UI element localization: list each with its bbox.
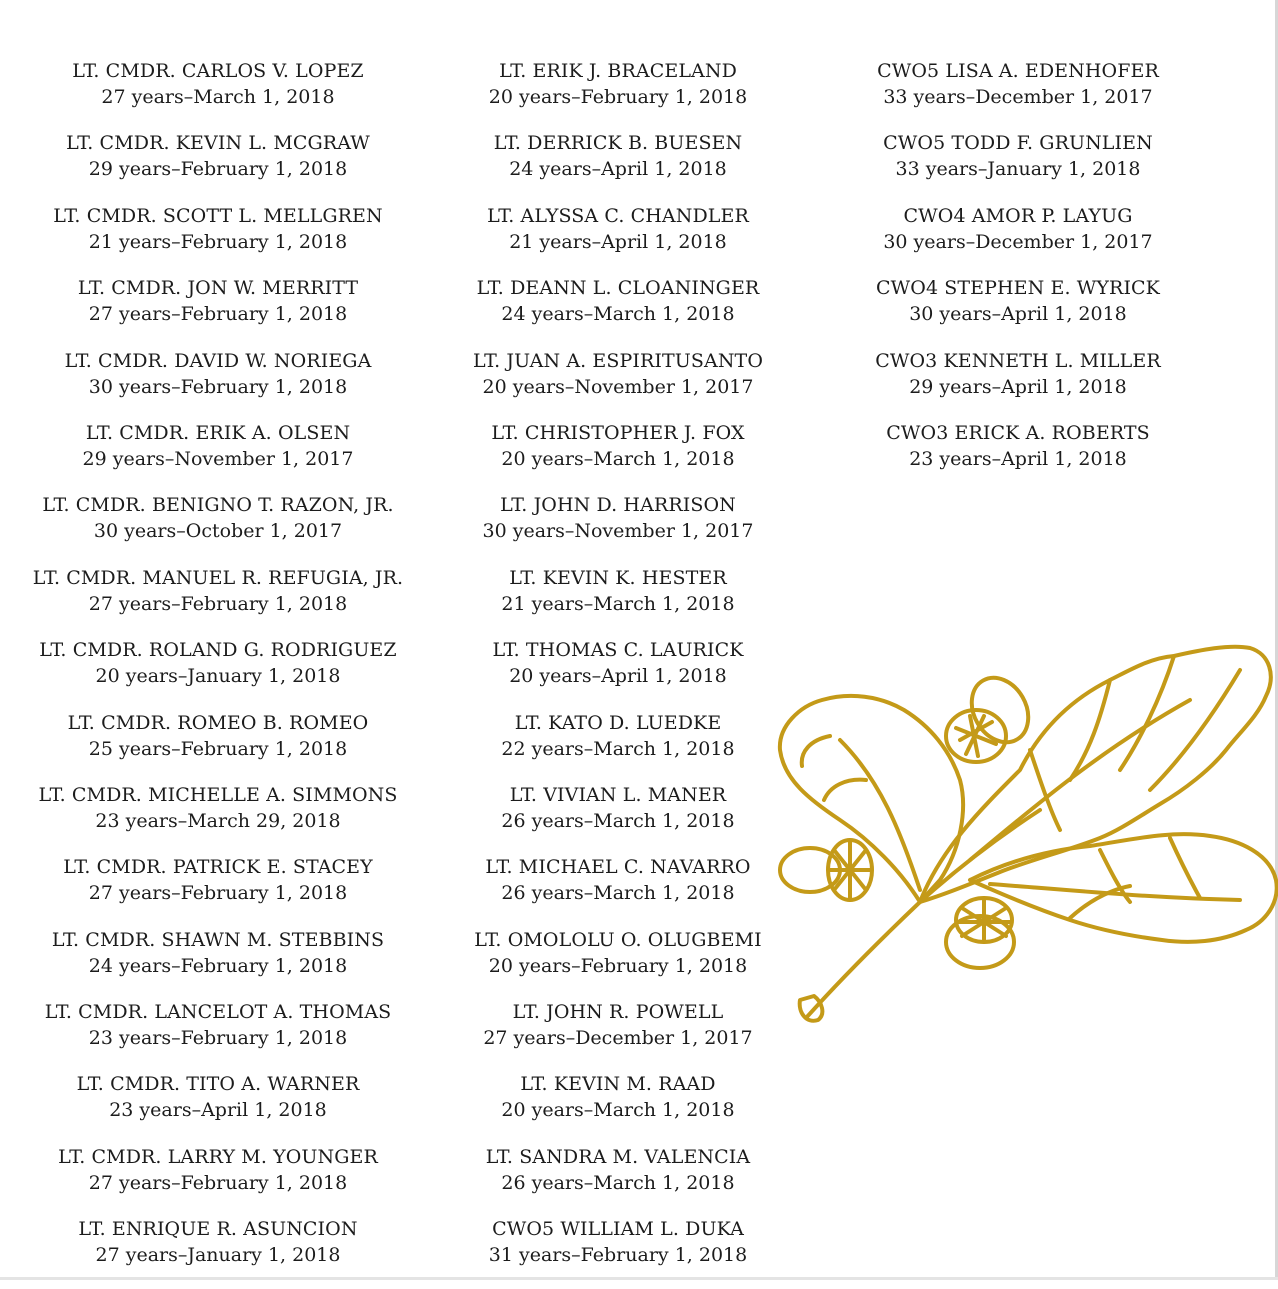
retiree-service: 20 years–February 1, 2018 bbox=[488, 954, 748, 977]
retiree-service: 23 years–February 1, 2018 bbox=[88, 1027, 348, 1050]
retiree-service: 27 years–February 1, 2018 bbox=[88, 303, 348, 326]
retiree-service: 30 years–October 1, 2017 bbox=[93, 520, 343, 543]
retiree-entry bbox=[828, 203, 1208, 275]
retiree-name: LT. ERIK J. BRACELAND bbox=[499, 60, 737, 82]
retiree-service: 29 years–February 1, 2018 bbox=[88, 158, 348, 181]
retiree-service: 30 years–April 1, 2018 bbox=[909, 303, 1127, 326]
retiree-service: 21 years–April 1, 2018 bbox=[509, 230, 727, 253]
retiree-name: LT. CMDR. LARRY M. YOUNGER bbox=[58, 1145, 378, 1168]
retiree-name: LT. DERRICK B. BUESEN bbox=[493, 132, 743, 155]
retiree-service: 27 years–January 1, 2018 bbox=[95, 1244, 341, 1267]
retiree-entry bbox=[428, 275, 808, 347]
retiree-service: 26 years–March 1, 2018 bbox=[501, 882, 735, 905]
retiree-name: LT. JUAN A. ESPIRITUSANTO bbox=[472, 349, 764, 372]
retiree-column-3 bbox=[828, 58, 1208, 492]
retiree-name: LT. SANDRA M. VALENCIA bbox=[485, 1145, 751, 1168]
retiree-entry bbox=[828, 58, 1208, 130]
retiree-service: 27 years–February 1, 2018 bbox=[88, 1171, 348, 1194]
retiree-service: 30 years–February 1, 2018 bbox=[88, 375, 348, 398]
retiree-name: LT. CMDR. ROLAND G. RODRIGUEZ bbox=[39, 639, 397, 662]
acorn-left bbox=[780, 840, 872, 900]
retiree-entry bbox=[28, 492, 408, 564]
retiree-entry bbox=[828, 420, 1208, 492]
retiree-name: LT. CMDR. CARLOS V. LOPEZ bbox=[72, 60, 364, 82]
retiree-service: 29 years–April 1, 2018 bbox=[909, 375, 1127, 398]
retiree-entry bbox=[28, 854, 408, 926]
retiree-entry bbox=[428, 420, 808, 492]
retiree-entry bbox=[428, 999, 808, 1071]
retiree-service: 25 years–February 1, 2018 bbox=[88, 737, 348, 760]
oak-leaf-acorn-icon bbox=[770, 640, 1278, 1040]
retiree-entry bbox=[428, 565, 808, 637]
retiree-service: 20 years–January 1, 2018 bbox=[95, 665, 341, 688]
retiree-entry bbox=[428, 637, 808, 709]
retiree-entry bbox=[28, 1216, 408, 1288]
retiree-entry bbox=[428, 1144, 808, 1216]
retiree-name: CWO5 TODD F. GRUNLIEN bbox=[883, 132, 1153, 155]
retiree-name: LT. CHRISTOPHER J. FOX bbox=[491, 421, 745, 444]
retiree-service: 20 years–November 1, 2017 bbox=[482, 375, 754, 398]
retiree-service: 27 years–February 1, 2018 bbox=[88, 882, 348, 905]
retiree-service: 26 years–March 1, 2018 bbox=[501, 1171, 735, 1194]
retiree-name: LT. CMDR. KEVIN L. MCGRAW bbox=[66, 132, 370, 155]
retiree-service: 21 years–February 1, 2018 bbox=[88, 230, 348, 253]
retiree-column-2 bbox=[428, 58, 808, 1289]
acorn-top bbox=[946, 668, 1040, 762]
retiree-name: LT. MICHAEL C. NAVARRO bbox=[485, 856, 751, 879]
retiree-name: LT. KEVIN K. HESTER bbox=[509, 566, 727, 589]
retiree-name: CWO3 ERICK A. ROBERTS bbox=[886, 421, 1150, 444]
retiree-name: LT. JOHN D. HARRISON bbox=[500, 494, 736, 517]
retiree-service: 20 years–April 1, 2018 bbox=[509, 665, 727, 688]
retiree-name: LT. CMDR. DAVID W. NORIEGA bbox=[64, 349, 372, 372]
retiree-name: LT. CMDR. JON W. MERRITT bbox=[77, 277, 359, 300]
retiree-service: 26 years–March 1, 2018 bbox=[501, 809, 735, 832]
retiree-entry bbox=[428, 1071, 808, 1143]
retiree-entry bbox=[28, 203, 408, 275]
retiree-service: 27 years–December 1, 2017 bbox=[483, 1027, 753, 1050]
retiree-entry bbox=[828, 275, 1208, 347]
upper-leaf bbox=[920, 647, 1271, 902]
retiree-entry bbox=[28, 58, 408, 130]
retiree-service: 20 years–February 1, 2018 bbox=[488, 86, 748, 108]
retiree-name: LT. KATO D. LUEDKE bbox=[514, 711, 722, 734]
retiree-entry bbox=[28, 1144, 408, 1216]
retiree-service: 24 years–March 1, 2018 bbox=[501, 303, 735, 326]
retiree-entry bbox=[28, 782, 408, 854]
retiree-service: 23 years–March 29, 2018 bbox=[95, 809, 341, 832]
retiree-name: LT. CMDR. MICHELLE A. SIMMONS bbox=[38, 783, 398, 806]
retiree-column-1 bbox=[28, 58, 408, 1289]
retiree-name: LT. CMDR. LANCELOT A. THOMAS bbox=[44, 1001, 392, 1024]
retiree-service: 23 years–April 1, 2018 bbox=[109, 1099, 327, 1122]
retiree-entry bbox=[28, 999, 408, 1071]
retiree-service: 24 years–April 1, 2018 bbox=[509, 158, 727, 181]
retiree-entry bbox=[28, 1071, 408, 1143]
retiree-entry bbox=[28, 565, 408, 637]
acorn-bottom bbox=[946, 898, 1014, 968]
retiree-service: 31 years–February 1, 2018 bbox=[488, 1244, 748, 1267]
retiree-entry bbox=[428, 348, 808, 420]
retiree-entry bbox=[428, 854, 808, 926]
retiree-name: LT. KEVIN M. RAAD bbox=[520, 1073, 716, 1096]
retiree-entry bbox=[28, 637, 408, 709]
retiree-name: LT. CMDR. PATRICK E. STACEY bbox=[63, 856, 373, 879]
retiree-service: 24 years–February 1, 2018 bbox=[88, 954, 348, 977]
retiree-name: CWO5 LISA A. EDENHOFER bbox=[877, 60, 1159, 82]
retiree-service: 20 years–March 1, 2018 bbox=[501, 447, 735, 470]
retiree-entry bbox=[28, 348, 408, 420]
retiree-entry bbox=[428, 710, 808, 782]
retiree-service: 33 years–December 1, 2017 bbox=[883, 86, 1153, 108]
retiree-entry bbox=[28, 710, 408, 782]
retiree-entry bbox=[828, 130, 1208, 202]
retiree-name: LT. CMDR. SCOTT L. MELLGREN bbox=[53, 204, 383, 227]
retiree-name: LT. VIVIAN L. MANER bbox=[509, 783, 727, 806]
retiree-service: 29 years–November 1, 2017 bbox=[82, 447, 354, 470]
retiree-name: LT. CMDR. TITO A. WARNER bbox=[76, 1073, 360, 1096]
retiree-service: 22 years–March 1, 2018 bbox=[501, 737, 735, 760]
retiree-name: CWO4 AMOR P. LAYUG bbox=[903, 204, 1133, 227]
retiree-entry bbox=[28, 420, 408, 492]
retiree-service: 30 years–November 1, 2017 bbox=[482, 520, 754, 543]
retiree-name: LT. CMDR. SHAWN M. STEBBINS bbox=[51, 928, 385, 951]
retiree-name: CWO5 WILLIAM L. DUKA bbox=[492, 1218, 744, 1241]
retiree-name: LT. CMDR. MANUEL R. REFUGIA, JR. bbox=[32, 566, 404, 589]
retiree-name: LT. JOHN R. POWELL bbox=[512, 1001, 724, 1024]
retiree-service: 27 years–February 1, 2018 bbox=[88, 592, 348, 615]
retiree-name: LT. CMDR. BENIGNO T. RAZON, JR. bbox=[42, 494, 394, 517]
retiree-service: 33 years–January 1, 2018 bbox=[895, 158, 1141, 181]
retiree-entry bbox=[428, 130, 808, 202]
retiree-entry bbox=[428, 782, 808, 854]
retiree-name: LT. CMDR. ROMEO B. ROMEO bbox=[67, 711, 369, 734]
retiree-name: LT. THOMAS C. LAURICK bbox=[492, 639, 744, 662]
retiree-service: 21 years–March 1, 2018 bbox=[501, 592, 735, 615]
retiree-service: 23 years–April 1, 2018 bbox=[909, 447, 1127, 470]
retiree-name: CWO3 KENNETH L. MILLER bbox=[875, 349, 1161, 372]
retiree-entry bbox=[428, 927, 808, 999]
retiree-service: 27 years–March 1, 2018 bbox=[101, 86, 335, 108]
retiree-entry bbox=[28, 275, 408, 347]
retiree-entry bbox=[428, 58, 808, 130]
retiree-name: LT. OMOLOLU O. OLUGBEMI bbox=[474, 928, 762, 951]
retiree-name: LT. CMDR. ERIK A. OLSEN bbox=[85, 421, 351, 444]
retiree-name: LT. ENRIQUE R. ASUNCION bbox=[78, 1218, 358, 1241]
retiree-name: LT. DEANN L. CLOANINGER bbox=[476, 277, 760, 300]
retiree-name: CWO4 STEPHEN E. WYRICK bbox=[876, 277, 1160, 300]
retiree-service: 20 years–March 1, 2018 bbox=[501, 1099, 735, 1122]
retiree-name: LT. ALYSSA C. CHANDLER bbox=[487, 204, 749, 227]
retiree-service: 30 years–December 1, 2017 bbox=[883, 230, 1153, 253]
retiree-entry bbox=[428, 203, 808, 275]
retiree-entry bbox=[28, 927, 408, 999]
retiree-entry bbox=[828, 348, 1208, 420]
retiree-entry bbox=[28, 130, 408, 202]
retiree-entry bbox=[428, 1216, 808, 1288]
retiree-entry bbox=[428, 492, 808, 564]
